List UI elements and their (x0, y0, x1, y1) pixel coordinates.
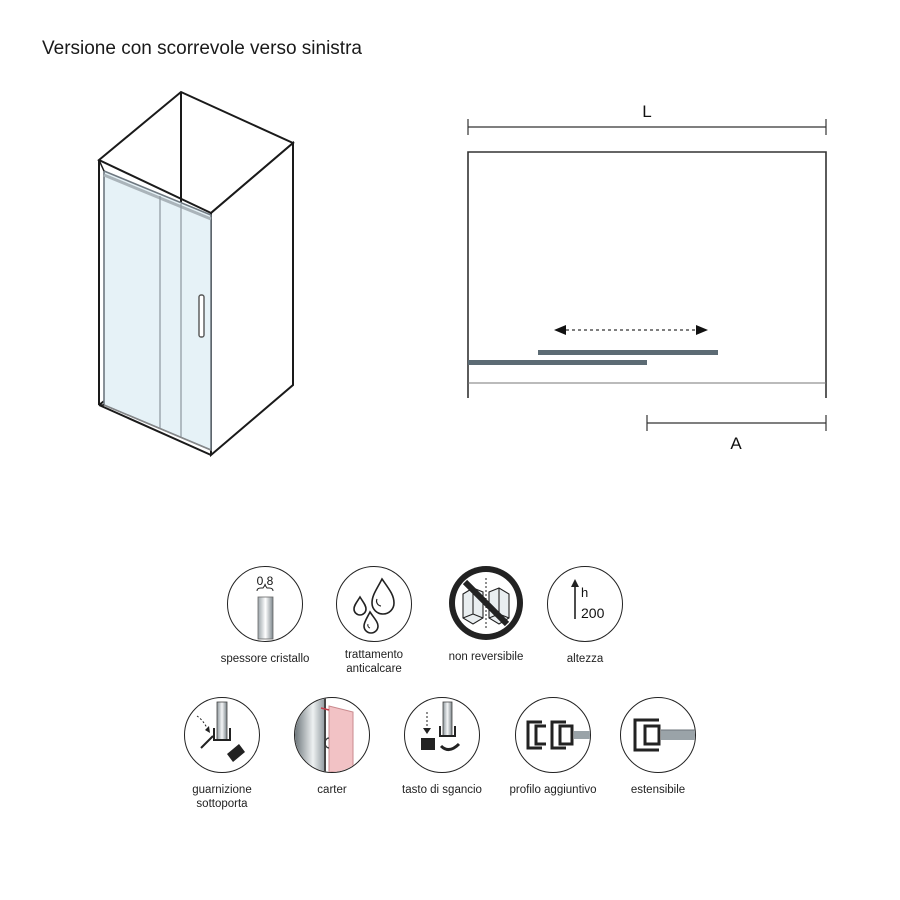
feature-glass-thickness (205, 566, 325, 666)
opening-label: A (730, 434, 742, 453)
svg-text:h: h (581, 585, 589, 600)
feature-door-seal (162, 697, 282, 811)
release-button-icon (404, 697, 480, 773)
feature-label: carter (317, 784, 347, 796)
carter-icon (294, 697, 370, 773)
svg-text:0,8: 0,8 (256, 574, 274, 588)
feature-carter (272, 697, 392, 797)
feature-release-button (382, 697, 502, 797)
fixed-panel (468, 360, 647, 365)
feature-label: tasto di sgancio (402, 784, 482, 796)
sliding-panel (538, 350, 718, 355)
feature-extra-profile (493, 697, 613, 797)
feature-label: trattamento anticalcare (344, 649, 404, 675)
glass-thickness-icon (227, 566, 303, 642)
plan-view-drawing (468, 102, 826, 453)
extensible-icon (620, 697, 696, 773)
feature-label: guarnizione sottoporta (192, 784, 252, 810)
feature-label: estensibile (630, 784, 686, 796)
water-drops-icon (336, 566, 412, 642)
shower-enclosure-drawing (99, 92, 293, 455)
feature-label: non reversibile (448, 651, 524, 663)
feature-anti-limescale (314, 566, 434, 676)
svg-text:200: 200 (581, 605, 605, 621)
width-label: L (642, 102, 652, 121)
door-seal-icon (184, 697, 260, 773)
extra-profile-icon (515, 697, 591, 773)
feature-extensible (598, 697, 718, 797)
feature-label: spessore cristallo (220, 653, 310, 665)
height-icon (547, 566, 623, 642)
page-title: Versione con scorrevole verso sinistra (42, 38, 362, 59)
feature-label: profilo aggiuntivo (509, 784, 597, 796)
not-reversible-icon (449, 566, 523, 640)
feature-height (525, 566, 645, 666)
feature-label: altezza (566, 653, 604, 665)
